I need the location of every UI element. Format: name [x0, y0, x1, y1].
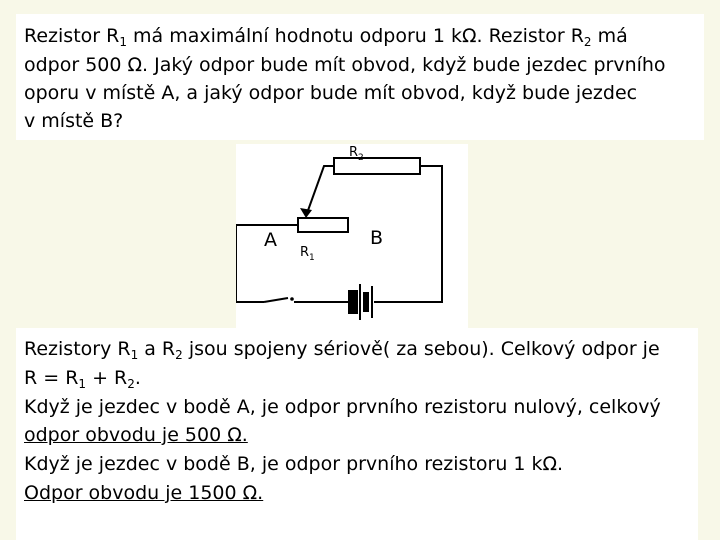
answer-line-2 [24, 364, 141, 393]
question-line-3: oporu v místě A, a jaký odpor bude mít obvod, když bude jezdec [24, 82, 638, 104]
subscript: 2 [127, 377, 135, 391]
label-b: B [370, 227, 384, 249]
label-r1: $R_1$ [300, 245, 315, 263]
subscript: 2 [175, 348, 183, 362]
answer-line-6: Odpor obvodu je 1500 Ω. [24, 482, 264, 504]
slider-arrow [300, 208, 312, 218]
answer-text: a R [138, 338, 176, 360]
answer-text: + R [86, 367, 128, 389]
subscript: 1 [119, 35, 127, 49]
answer-line-3: Když je jezdec v bodě A, je odpor prvního rezistoru nulový, celkový [24, 396, 661, 418]
question-line-4: v místě B? [24, 110, 124, 132]
switch-contact [290, 297, 294, 301]
question-text: Rezistor R [24, 25, 120, 47]
answer-line-4: odpor obvodu je 500 Ω. [24, 424, 248, 446]
switch [264, 298, 288, 302]
label-r2: $R_2$ [349, 145, 364, 163]
question-text: má maximální hodnotu odporu 1 kΩ. Rezistor R [126, 25, 584, 47]
question-line-2: odpor 500 Ω. Jaký odpor bude mít obvod, když bude jezdec prvního [24, 54, 666, 76]
question-line-1 [24, 22, 628, 51]
answer-line-5: Když je jezdec v bodě B, je odpor prvního rezistoru 1 kΩ. [24, 453, 564, 475]
subscript: 1 [78, 377, 87, 391]
subscript: 1 [130, 348, 139, 362]
answer-text: jsou spojeny sériově( za sebou). Celkový odpor je [182, 338, 660, 360]
answer-text: Rezistory R [24, 338, 131, 360]
label-a: A [264, 229, 277, 251]
answer-line-1 [24, 335, 660, 364]
wire-slider [306, 166, 334, 216]
resistor-r2 [334, 158, 420, 174]
question-text: má [591, 25, 628, 47]
resistor-r1 [298, 218, 348, 232]
wire-right [374, 166, 442, 302]
circuit-diagram [236, 144, 468, 328]
battery-plate [348, 290, 358, 314]
answer-text: R = R [24, 367, 79, 389]
battery-plate [363, 292, 369, 312]
answer-text: . [134, 367, 141, 389]
subscript: 2 [583, 35, 592, 49]
